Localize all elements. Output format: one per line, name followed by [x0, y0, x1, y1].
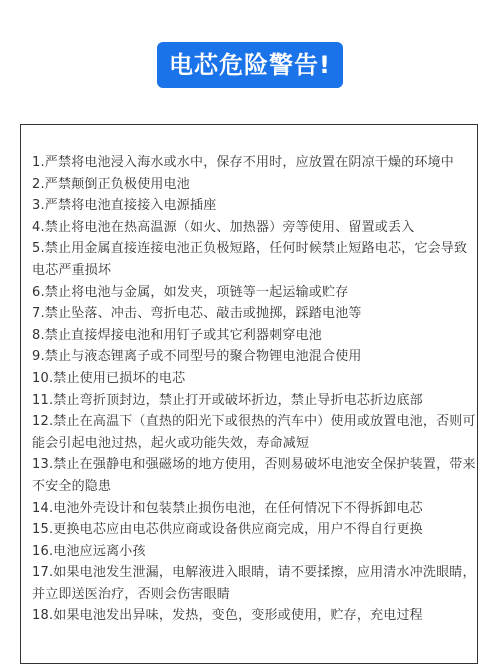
warning-item-9: 9.禁止与液态锂离子或不同型号的聚合物锂电池混合使用 [32, 349, 362, 365]
warning-item-8: 8.禁止直接焊接电池和用钉子或其它利器刺穿电池 [32, 327, 323, 343]
warning-item-12: 12.禁止在高温下（直热的阳光下或很热的汽车中）使用或放置电池，否则可能会引起电池过热，起火或功能失效，寿命减短 [32, 414, 476, 451]
warning-item-3: 3.严禁将电池直接接入电源插座 [32, 198, 217, 214]
warning-item-11: 11.禁止弯折顶封边，禁止打开或破坏折边，禁止导折电芯折边底部 [32, 392, 423, 408]
warning-item-15: 15.更换电芯应由电芯供应商或设备供应商完成，用户不得自行更换 [32, 522, 423, 538]
title-container [0, 42, 500, 88]
warning-item-2: 2.严禁颠倒正负极使用电池 [32, 176, 191, 192]
warning-item-14: 14.电池外壳设计和包装禁止损伤电池，在任何情况下不得拆卸电芯 [32, 500, 423, 516]
warning-item-7: 7.禁止坠落、冲击、弯折电芯、敲击或抛掷，踩踏电池等 [32, 306, 362, 322]
warning-title: 电芯危险警告! [157, 42, 343, 88]
warning-item-16: 16.电池应远离小孩 [32, 543, 146, 559]
warning-item-13: 13.禁止在强静电和强磁场的地方使用，否则易破坏电池安全保护装置，带来不安全的隐患 [32, 457, 476, 494]
warning-item-4: 4.禁止将电池在热高温源（如火、加热器）旁等使用、留置或丢入 [32, 219, 415, 235]
warning-item-10: 10.禁止使用已损坏的电芯 [32, 370, 186, 386]
warning-list [32, 152, 480, 627]
warning-item-5: 5.禁止用金属直接连接电池正负极短路，任何时候禁止短路电芯，它会导致电芯严重损坏 [32, 241, 468, 278]
warning-item-6: 6.禁止将电池与金属，如发夹，项链等一起运输或贮存 [32, 284, 349, 300]
warning-item-18: 18.如果电池发出异味，发热，变色，变形或使用，贮存，充电过程 [32, 608, 423, 624]
warning-item-1: 1.严禁将电池浸入海水或水中，保存不用时，应放置在阴凉干燥的环境中 [32, 155, 455, 170]
warning-item-17: 17.如果电池发生泄漏，电解液进入眼睛，请不要揉擦，应用清水冲洗眼睛，并立即送医治疗，否则会伤害眼睛 [32, 565, 476, 602]
